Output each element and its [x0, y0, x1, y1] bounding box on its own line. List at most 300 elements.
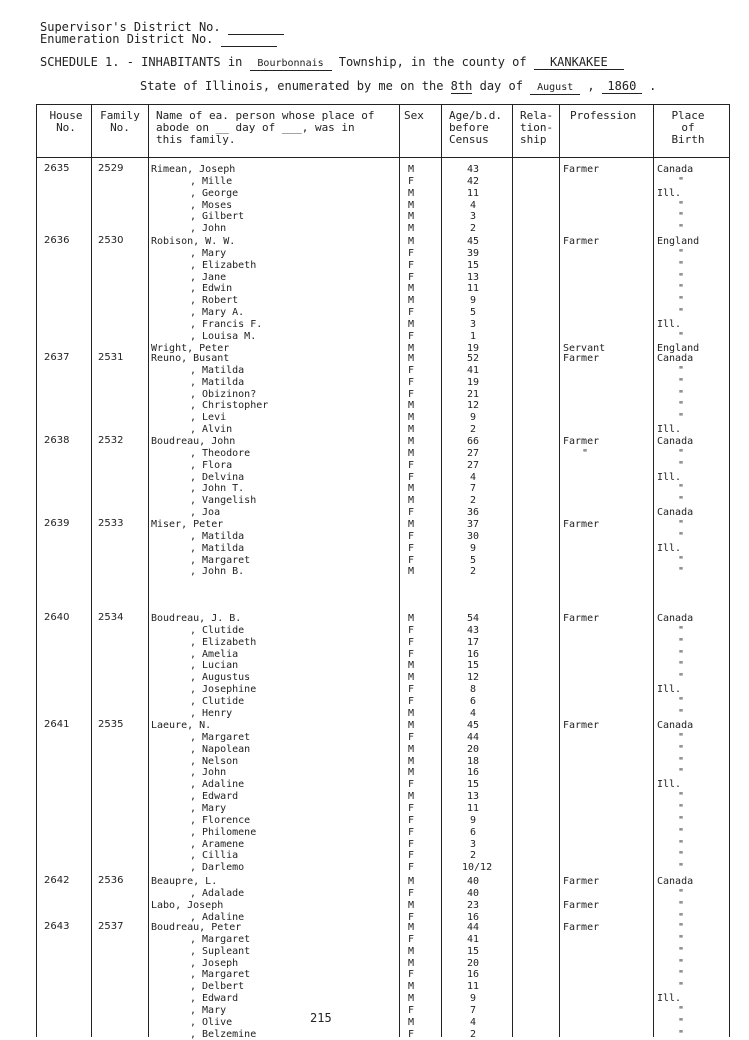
person-sex: F	[408, 554, 415, 566]
person-name: , Edwin	[190, 283, 233, 295]
person-birthplace: "	[678, 791, 685, 803]
person-birthplace: "	[678, 259, 685, 271]
person-birthplace: "	[678, 199, 685, 211]
person-birthplace: England	[657, 236, 700, 247]
person-sex: M	[408, 436, 415, 447]
person-birthplace: "	[678, 1004, 685, 1016]
person-sex: M	[408, 211, 415, 223]
person-age: 4	[469, 707, 477, 719]
person-sex: M	[408, 767, 415, 779]
person-sex: F	[408, 1028, 415, 1040]
person-profession: "	[582, 447, 589, 459]
person-sex: M	[408, 899, 415, 911]
person-birthplace: "	[678, 660, 685, 672]
person-age: 7	[469, 1004, 477, 1016]
person-profession: Farmer	[563, 876, 600, 887]
person-age: 9	[469, 295, 477, 307]
person-profession: Farmer	[563, 922, 600, 933]
person-name: Miser, Peter	[151, 519, 224, 530]
person-age: 5	[469, 307, 477, 319]
person-birthplace: "	[678, 364, 685, 376]
person-name: , Matilda	[190, 364, 245, 376]
person-sex: F	[408, 911, 415, 923]
person-birthplace: "	[678, 636, 685, 648]
person-birthplace: "	[678, 945, 685, 957]
person-age: 6	[469, 695, 477, 707]
person-age: 44	[466, 922, 480, 933]
person-birthplace: "	[678, 376, 685, 388]
house-number: 2640	[44, 612, 70, 623]
person-age: 45	[466, 720, 480, 731]
person-name: , John B.	[190, 566, 245, 578]
person-age: 5	[469, 554, 477, 566]
person-age: 20	[466, 957, 480, 969]
person-birthplace: "	[678, 933, 685, 945]
person-sex: M	[408, 519, 415, 530]
person-birthplace: Ill.	[657, 993, 682, 1005]
person-birthplace: Canada	[657, 720, 694, 731]
person-age: 16	[466, 969, 480, 981]
person-birthplace: "	[678, 295, 685, 307]
person-sex: F	[408, 826, 415, 838]
person-sex: M	[408, 957, 415, 969]
person-sex: M	[408, 283, 415, 295]
person-name: , John	[190, 223, 227, 235]
person-age: 54	[466, 613, 480, 624]
person-age: 18	[466, 755, 480, 767]
person-name: , Levi	[190, 412, 227, 424]
person-birthplace: "	[678, 695, 685, 707]
person-birthplace: "	[678, 283, 685, 295]
person-name: , Matilda	[190, 376, 245, 388]
person-profession: Farmer	[563, 613, 600, 624]
person-name: , Mille	[190, 175, 233, 187]
person-name: , Moses	[190, 199, 233, 211]
person-profession: Farmer	[563, 164, 600, 175]
person-birthplace: "	[678, 755, 685, 767]
person-sex: M	[408, 791, 415, 803]
enumeration-day: 8th	[450, 79, 473, 93]
person-sex: F	[408, 684, 415, 696]
person-birthplace: Ill.	[657, 471, 682, 483]
person-age: 2	[469, 495, 477, 507]
person-name: , Mary	[190, 802, 227, 814]
person-profession: Farmer	[563, 899, 600, 911]
person-birthplace: "	[678, 887, 685, 899]
person-sex: M	[408, 566, 415, 578]
person-sex: M	[408, 400, 415, 412]
person-name: , Robert	[190, 295, 239, 307]
person-birthplace: "	[678, 495, 685, 507]
col-divider	[512, 104, 513, 1037]
person-sex: F	[408, 1004, 415, 1016]
person-birthplace: Canada	[657, 164, 694, 175]
person-birthplace: Ill.	[657, 542, 682, 554]
person-birthplace: "	[678, 1028, 685, 1040]
schedule-line: SCHEDULE 1. - INHABITANTS in Bourbonnais Township, in the county of KANKAKEE	[40, 56, 624, 71]
person-birthplace: "	[678, 969, 685, 981]
person-birthplace: Canada	[657, 353, 694, 364]
person-age: 3	[469, 211, 477, 223]
person-name: , Joa	[190, 507, 221, 519]
person-sex: F	[408, 247, 415, 259]
person-age: 23	[466, 899, 480, 911]
person-age: 9	[469, 814, 477, 826]
col-divider	[91, 104, 92, 1037]
person-name: , Henry	[190, 707, 233, 719]
person-name: , Adaline	[190, 779, 245, 791]
person-birthplace: Ill.	[657, 187, 682, 199]
person-name: , George	[190, 187, 239, 199]
person-name: , Delbert	[190, 981, 245, 993]
township-name: Bourbonnais	[250, 57, 332, 71]
person-birthplace: "	[678, 307, 685, 319]
family-number: 2530	[98, 235, 124, 246]
person-birthplace: "	[678, 412, 685, 424]
person-age: 15	[466, 660, 480, 672]
person-age: 17	[466, 636, 480, 648]
col-divider	[441, 104, 442, 1037]
supervisor-district-label: Supervisor's District No.	[40, 21, 284, 35]
person-sex: M	[408, 199, 415, 211]
person-birthplace: Ill.	[657, 318, 682, 330]
person-name: , Amelia	[190, 648, 239, 660]
person-name: Beaupre, L.	[151, 876, 218, 887]
person-age: 21	[466, 388, 480, 400]
person-age: 41	[466, 933, 480, 945]
person-birthplace: Canada	[657, 436, 694, 447]
person-name: , John T.	[190, 483, 245, 495]
person-sex: F	[408, 838, 415, 850]
person-age: 16	[466, 911, 480, 923]
person-name: , Louisa M.	[190, 330, 257, 342]
page-number: 215	[310, 1011, 332, 1025]
person-birthplace: Canada	[657, 507, 694, 519]
person-name: , Nelson	[190, 755, 239, 767]
person-age: 20	[466, 743, 480, 755]
person-name: , Lucian	[190, 660, 239, 672]
person-sex: M	[408, 342, 415, 354]
house-number: 2636	[44, 235, 70, 246]
person-birthplace: "	[678, 767, 685, 779]
col-divider	[653, 104, 654, 1037]
col-header-age: Age/b.d. before Census	[449, 109, 502, 146]
person-sex: M	[408, 707, 415, 719]
person-name: Wright, Peter	[151, 342, 230, 354]
person-sex: F	[408, 969, 415, 981]
person-birthplace: "	[678, 483, 685, 495]
house-number: 2637	[44, 352, 70, 363]
person-age: 45	[466, 236, 480, 247]
person-sex: M	[408, 447, 415, 459]
col-header-name: Name of ea. person whose place of abode on __ day of ___, was in this family.	[156, 109, 375, 146]
person-name: , Aramene	[190, 838, 245, 850]
person-birthplace: "	[678, 672, 685, 684]
person-age: 15	[466, 259, 480, 271]
person-age: 3	[469, 318, 477, 330]
person-name: , Gilbert	[190, 211, 245, 223]
person-sex: F	[408, 459, 415, 471]
family-number: 2535	[98, 719, 124, 730]
person-age: 7	[469, 483, 477, 495]
person-age: 6	[469, 826, 477, 838]
person-name: , Elizabeth	[190, 259, 257, 271]
person-age: 37	[466, 519, 480, 530]
person-age: 2	[469, 850, 477, 862]
person-name: , John	[190, 767, 227, 779]
county-name: KANKAKEE	[534, 56, 624, 70]
person-name: , Clutide	[190, 695, 245, 707]
person-birthplace: "	[678, 624, 685, 636]
person-birthplace: "	[678, 648, 685, 660]
person-sex: M	[408, 353, 415, 364]
person-sex: F	[408, 636, 415, 648]
person-birthplace: "	[678, 447, 685, 459]
person-birthplace: "	[678, 400, 685, 412]
family-number: 2534	[98, 612, 124, 623]
person-age: 16	[466, 648, 480, 660]
person-name: , Edward	[190, 791, 239, 803]
person-sex: M	[408, 424, 415, 436]
person-age: 15	[466, 945, 480, 957]
family-number: 2531	[98, 352, 124, 363]
house-number: 2641	[44, 719, 70, 730]
person-name: , Matilda	[190, 542, 245, 554]
person-birthplace: "	[678, 899, 685, 911]
person-birthplace: Canada	[657, 876, 694, 887]
house-number: 2642	[44, 875, 70, 886]
person-age: 12	[466, 672, 480, 684]
person-age: 13	[466, 271, 480, 283]
col-header-family: Family No.	[100, 109, 140, 134]
person-name: Reuno, Busant	[151, 353, 230, 364]
person-sex: F	[408, 648, 415, 660]
person-name: , Margaret	[190, 933, 251, 945]
person-birthplace: "	[678, 211, 685, 223]
person-age: 39	[466, 247, 480, 259]
person-sex: M	[408, 1016, 415, 1028]
person-age: 11	[466, 283, 480, 295]
person-birthplace: "	[678, 707, 685, 719]
person-name: Boudreau, Peter	[151, 922, 242, 933]
person-sex: M	[408, 945, 415, 957]
person-sex: F	[408, 779, 415, 791]
person-name: , Theodore	[190, 447, 251, 459]
person-name: , Adalade	[190, 887, 245, 899]
person-birthplace: Canada	[657, 613, 694, 624]
person-age: 2	[469, 223, 477, 235]
person-sex: M	[408, 412, 415, 424]
person-sex: F	[408, 933, 415, 945]
person-sex: M	[408, 755, 415, 767]
person-sex: M	[408, 295, 415, 307]
house-number: 2635	[44, 163, 70, 174]
person-sex: M	[408, 236, 415, 247]
person-name: Labo, Joseph	[151, 899, 224, 911]
person-name: , Josephine	[190, 684, 257, 696]
person-name: , Matilda	[190, 530, 245, 542]
person-age: 3	[469, 838, 477, 850]
person-sex: F	[408, 814, 415, 826]
person-age: 15	[466, 779, 480, 791]
col-divider	[559, 104, 560, 1037]
person-sex: M	[408, 922, 415, 933]
person-birthplace: "	[678, 814, 685, 826]
person-sex: F	[408, 850, 415, 862]
col-header-birth: Place of Birth	[671, 109, 705, 146]
person-name: , Cillia	[190, 850, 239, 862]
person-name: Boudreau, J. B.	[151, 613, 242, 624]
person-name: , Mary	[190, 1004, 227, 1016]
person-age: 2	[469, 1028, 477, 1040]
person-sex: F	[408, 802, 415, 814]
person-birthplace: "	[678, 247, 685, 259]
person-name: , Francis F.	[190, 318, 263, 330]
person-birthplace: "	[678, 175, 685, 187]
person-age: 12	[466, 400, 480, 412]
person-birthplace: Ill.	[657, 779, 682, 791]
person-age: 2	[469, 566, 477, 578]
person-sex: F	[408, 624, 415, 636]
person-profession: Farmer	[563, 436, 600, 447]
person-birthplace: Ill.	[657, 684, 682, 696]
person-age: 41	[466, 364, 480, 376]
col-divider	[729, 104, 730, 1037]
person-age: 11	[466, 802, 480, 814]
person-birthplace: "	[678, 566, 685, 578]
person-name: , Obizinon?	[190, 388, 257, 400]
person-sex: F	[408, 542, 415, 554]
person-name: Robison, W. W.	[151, 236, 236, 247]
person-name: , Napolean	[190, 743, 251, 755]
person-birthplace: "	[678, 459, 685, 471]
person-sex: F	[408, 731, 415, 743]
person-age: 19	[466, 342, 480, 354]
family-number: 2529	[98, 163, 124, 174]
col-header-relationship: Rela- tion- ship	[520, 109, 554, 146]
person-birthplace: "	[678, 850, 685, 862]
person-birthplace: "	[678, 911, 685, 923]
person-age: 11	[466, 187, 480, 199]
person-name: , Olive	[190, 1016, 233, 1028]
enumeration-year: 1860	[602, 80, 642, 94]
person-birthplace: "	[678, 530, 685, 542]
person-sex: F	[408, 259, 415, 271]
person-name: , Edward	[190, 993, 239, 1005]
person-profession: Farmer	[563, 519, 600, 530]
person-age: 43	[466, 164, 480, 175]
person-name: , Vangelish	[190, 495, 257, 507]
person-sex: M	[408, 613, 415, 624]
person-profession: Farmer	[563, 720, 600, 731]
person-sex: M	[408, 981, 415, 993]
person-sex: F	[408, 271, 415, 283]
col-header-house: House No.	[49, 109, 83, 134]
person-name: , Margaret	[190, 554, 251, 566]
person-name: , Joseph	[190, 957, 239, 969]
table-header-rule	[36, 157, 729, 158]
person-birthplace: "	[678, 862, 685, 874]
person-sex: M	[408, 223, 415, 235]
person-age: 9	[469, 542, 477, 554]
person-age: 11	[466, 981, 480, 993]
person-age: 44	[466, 731, 480, 743]
person-birthplace: "	[678, 981, 685, 993]
col-header-profession: Profession	[570, 109, 637, 122]
person-sex: M	[408, 993, 415, 1005]
person-sex: F	[408, 887, 415, 899]
person-sex: F	[408, 507, 415, 519]
person-age: 30	[466, 530, 480, 542]
person-name: , Darlemo	[190, 862, 245, 874]
person-name: , Delvina	[190, 471, 245, 483]
person-sex: F	[408, 330, 415, 342]
person-birthplace: "	[678, 731, 685, 743]
person-age: 27	[466, 447, 480, 459]
person-age: 10/12	[462, 862, 493, 874]
person-sex: F	[408, 695, 415, 707]
person-age: 40	[466, 876, 480, 887]
person-birthplace: "	[678, 957, 685, 969]
person-sex: M	[408, 164, 415, 175]
person-name: Boudreau, John	[151, 436, 236, 447]
person-birthplace: "	[678, 802, 685, 814]
person-age: 36	[466, 507, 480, 519]
person-sex: F	[408, 862, 415, 874]
person-age: 66	[466, 436, 480, 447]
person-profession: Farmer	[563, 236, 600, 247]
enumeration-district-label: Enumeration District No.	[40, 33, 277, 47]
person-age: 40	[466, 887, 480, 899]
person-name: , Adaline	[190, 911, 245, 923]
person-birthplace: "	[678, 743, 685, 755]
person-name: Laeure, N.	[151, 720, 212, 731]
person-age: 43	[466, 624, 480, 636]
person-sex: F	[408, 307, 415, 319]
person-age: 9	[469, 412, 477, 424]
person-name: , Margaret	[190, 969, 251, 981]
person-sex: F	[408, 530, 415, 542]
person-sex: F	[408, 471, 415, 483]
person-name: , Mary	[190, 247, 227, 259]
person-profession: Servant	[563, 342, 606, 354]
person-birthplace: "	[678, 922, 685, 933]
person-age: 8	[469, 684, 477, 696]
person-name: , Flora	[190, 459, 233, 471]
person-birthplace: "	[678, 330, 685, 342]
col-divider	[399, 104, 400, 1037]
person-sex: F	[408, 175, 415, 187]
person-age: 9	[469, 993, 477, 1005]
person-sex: M	[408, 672, 415, 684]
family-number: 2532	[98, 435, 124, 446]
col-divider	[36, 104, 37, 1037]
state-line: State of Illinois, enumerated by me on the 8th day of August , 1860 .	[140, 79, 657, 93]
col-divider	[148, 104, 149, 1037]
person-name: , Christopher	[190, 400, 269, 412]
person-birthplace: "	[678, 388, 685, 400]
person-sex: M	[408, 495, 415, 507]
person-age: 27	[466, 459, 480, 471]
family-number: 2537	[98, 921, 124, 932]
person-age: 4	[469, 199, 477, 211]
house-number: 2643	[44, 921, 70, 932]
person-name: , Belzemine	[190, 1028, 257, 1040]
person-age: 16	[466, 767, 480, 779]
person-age: 13	[466, 791, 480, 803]
person-name: , Supleant	[190, 945, 251, 957]
person-sex: M	[408, 318, 415, 330]
